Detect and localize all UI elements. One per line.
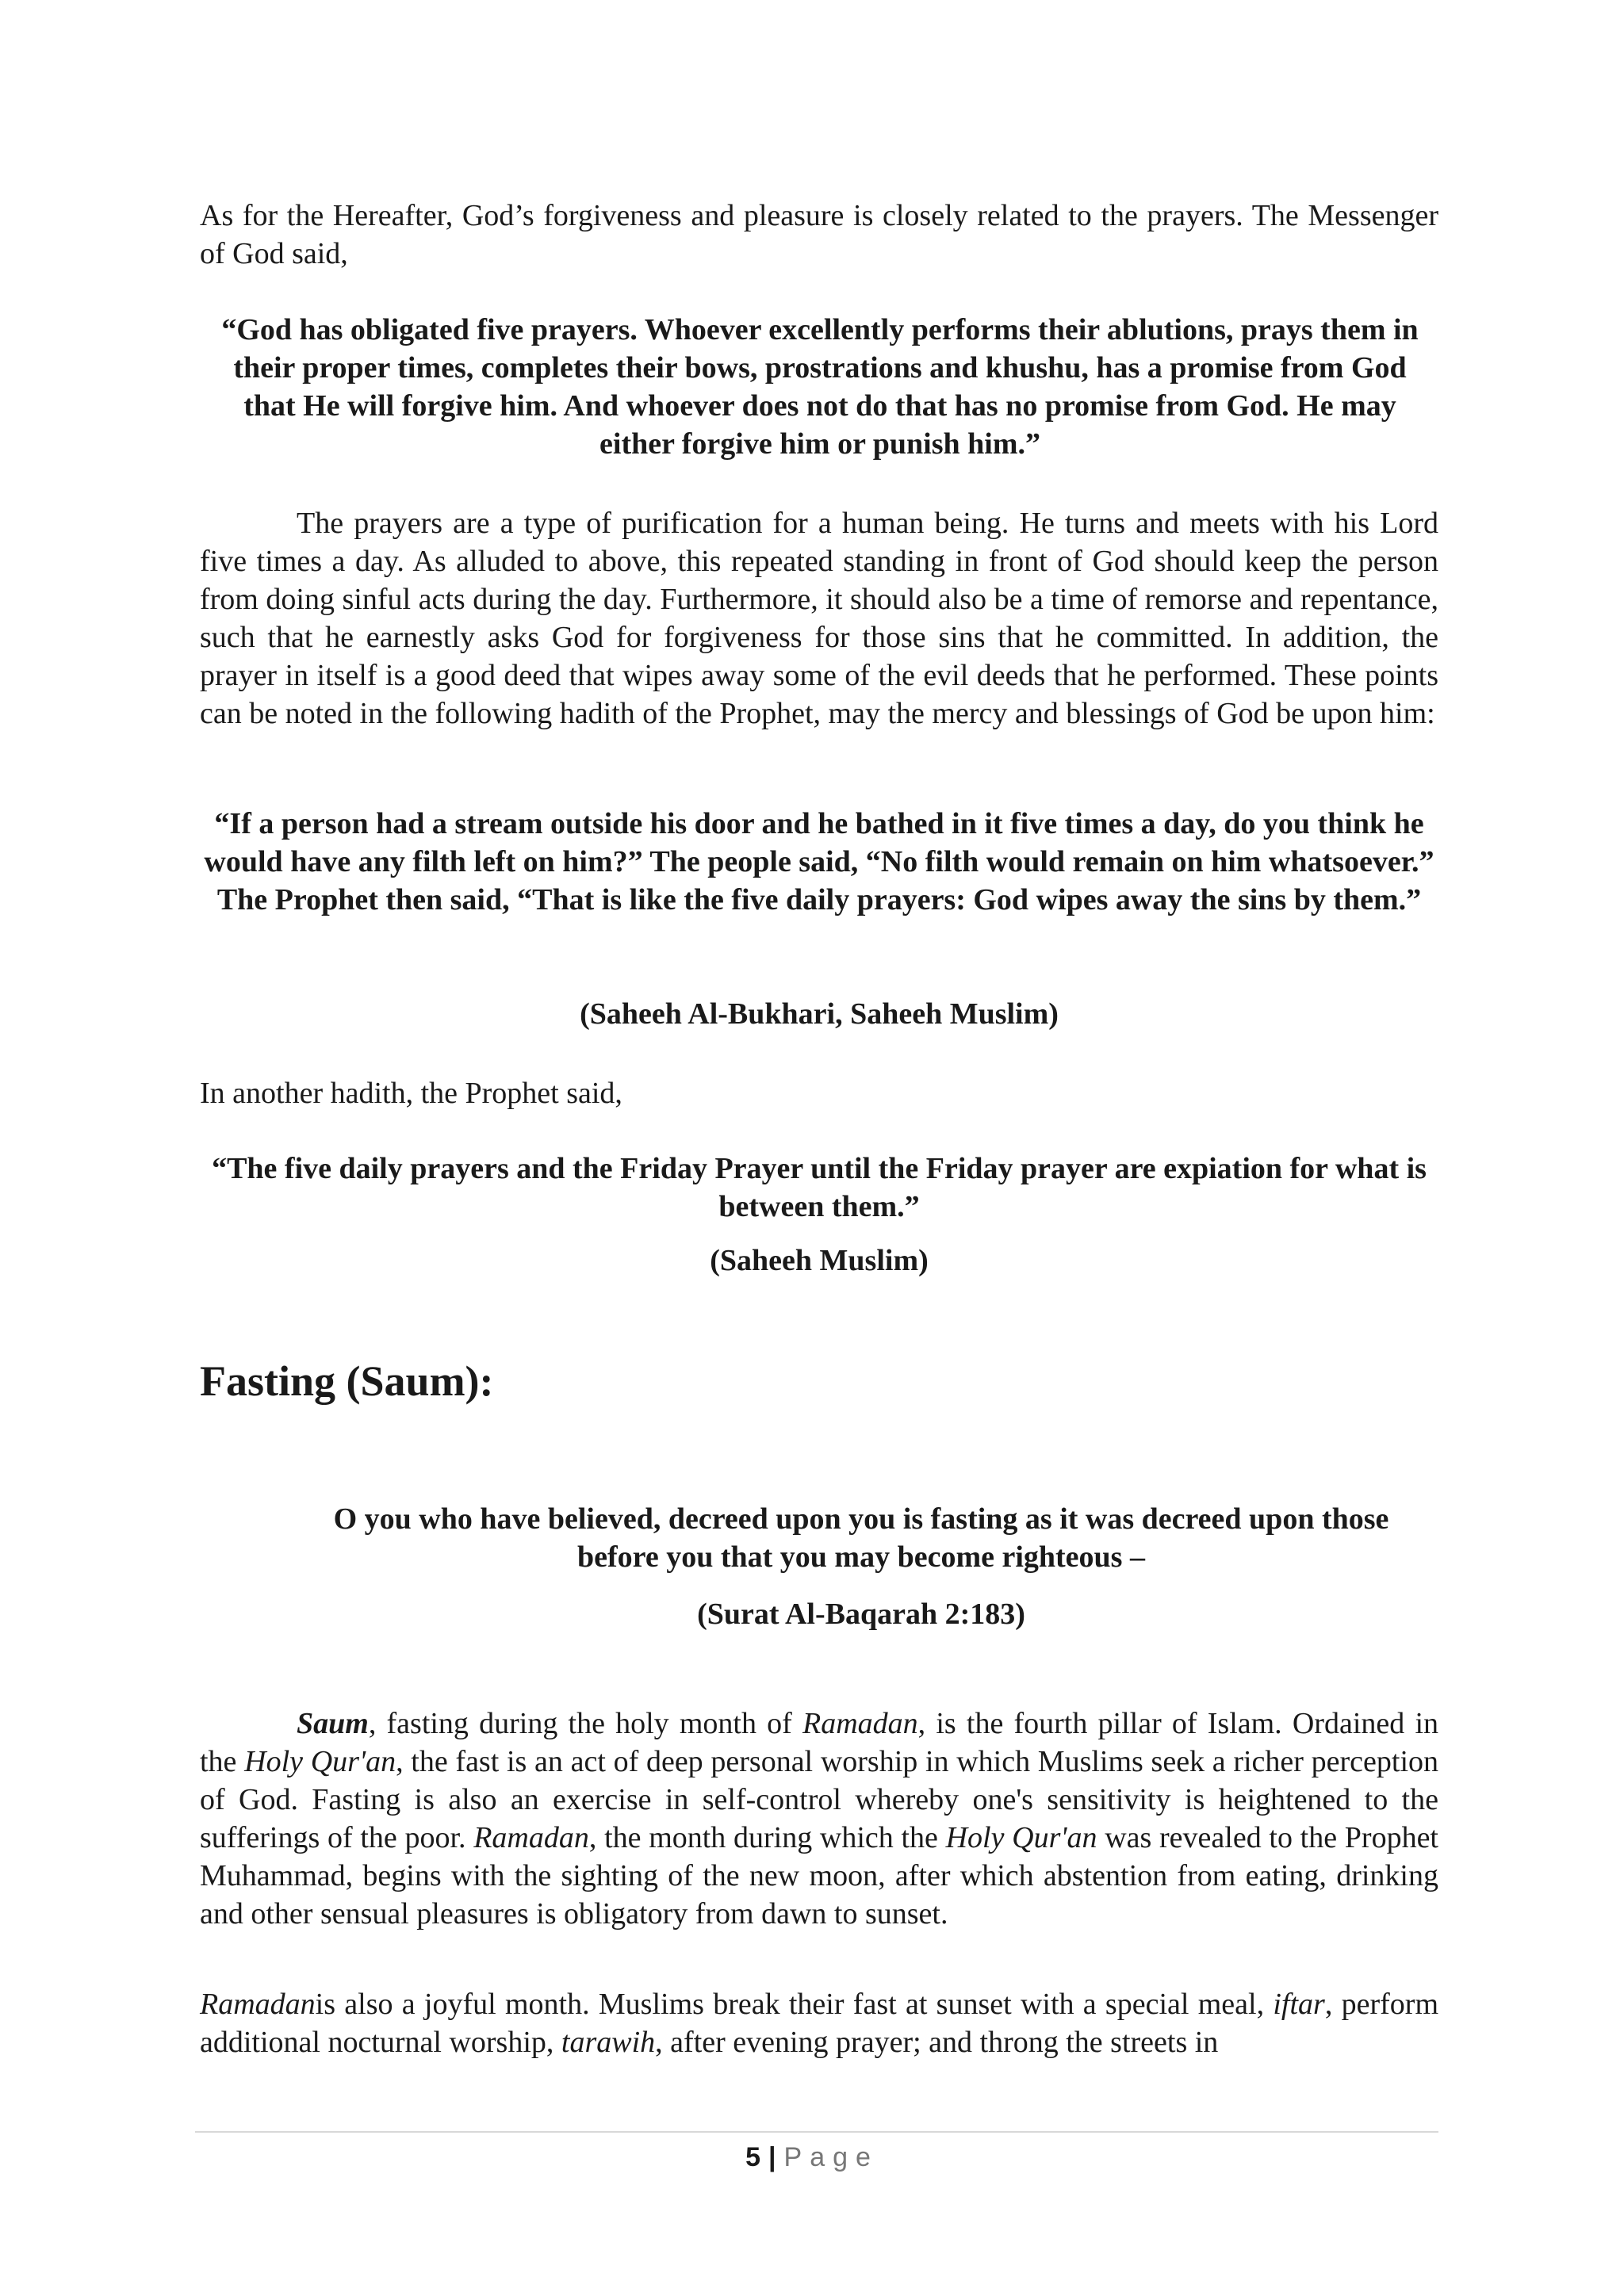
paragraph-purification: The prayers are a type of purification for a human being. He turns and meets with his Lord five times a day. As alluded to above, this repeated standing in front of God should keep the person from doing sinful acts during the day. Furthermore, it should also be a time of remorse and repentance, such that he earnestly asks God for forgiveness for those sins that he committed. In addition, the prayer in itself is a good deed that wipes away some of the evil deeds that he performed. These points can be noted in the following hadith of the Prophet, may the mercy and blessings of God be upon him:	[200, 507, 1438, 730]
citation-bukhari-muslim: (Saheeh Al-Bukhari, Saheeh Muslim)	[580, 997, 1059, 1031]
term-ramadan: Ramadan	[200, 1988, 316, 2021]
text-run: , the month during which the	[588, 1821, 946, 1854]
hadith-quote-friday: “The five daily prayers and the Friday Prayer until the Friday prayer are expiation for what is between them.”	[212, 1152, 1427, 1223]
hadith-quote-five-prayers: “God has obligated five prayers. Whoever excellently performs their ablutions, prays them in their proper times, completes their bows, prostrations and khushu, has a promise from God that He will forgive him. And whoever does not do that has no promise from God. He may either forgive him or punish him.”	[221, 313, 1419, 461]
term-ramadan: Ramadan	[802, 1707, 918, 1740]
footer-separator: |	[768, 2142, 776, 2172]
citation-muslim: (Saheeh Muslim)	[710, 1244, 929, 1277]
quran-verse-fasting: O you who have believed, decreed upon you is fasting as it was decreed upon those before you that you may become righteous –	[333, 1502, 1389, 1574]
text-run: , is the fourth pillar of Islam. Ordained in the	[200, 1707, 1438, 1778]
hadith-quote-stream: “If a person had a stream outside his door and he bathed in it five times a day, do you think he would have any filth left on him?” The people said, “No filth would remain on him whatsoever.” The Prophet then said, “That is like the five daily prayers: God wipes away the sins by them.”	[204, 807, 1434, 916]
text-run: , perform additional nocturnal worship,	[200, 1988, 1438, 2059]
text-run: , fasting during the holy month of	[368, 1707, 803, 1740]
section-heading-fasting: Fasting (Saum):	[200, 1357, 494, 1405]
text-run: is also a joyful month. Muslims break their fast at sunset with a special meal,	[315, 1988, 1274, 2021]
citation-baqarah: (Surat Al-Baqarah 2:183)	[697, 1598, 1025, 1631]
text-run: , after evening prayer; and throng the streets in	[655, 2026, 1219, 2059]
text-run: , the fast is an act of deep personal worship in which Muslims seek a richer perception of God. Fasting is also an exercise in self-control whereby one's sensitivity is heightened to the sufferings of the poor.	[200, 1745, 1438, 1854]
page-label: Page	[783, 2142, 879, 2172]
footer-divider	[195, 2131, 1438, 2133]
page-footer	[0, 2141, 1624, 2174]
term-ramadan: Ramadan	[473, 1821, 589, 1854]
term-saum: Saum	[297, 1707, 369, 1740]
term-iftar: iftar	[1273, 1988, 1325, 2021]
paragraph-ramadan-joyful	[200, 1985, 1438, 2061]
paragraph-hereafter: As for the Hereafter, God’s forgiveness and pleasure is closely related to the prayers. The Messenger of God said,	[200, 199, 1438, 270]
page-number: 5	[745, 2142, 760, 2172]
term-holy-quran: Holy Qur'an	[244, 1745, 396, 1778]
term-tarawih: tarawih	[561, 2026, 656, 2059]
paragraph-saum	[200, 1705, 1438, 1933]
text-run: was revealed to the Prophet Muhammad, begins with the sighting of the new moon, after which abstention from eating, drinking and other sensual pleasures is obligatory from dawn to sunset.	[200, 1821, 1438, 1931]
paragraph-another-hadith: In another hadith, the Prophet said,	[200, 1077, 622, 1110]
term-holy-quran: Holy Qur'an	[945, 1821, 1097, 1854]
